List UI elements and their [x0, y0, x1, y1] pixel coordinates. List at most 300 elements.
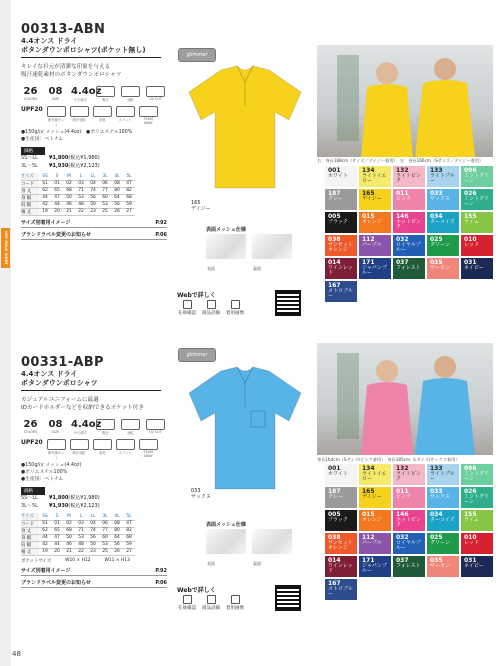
size-header-cell: 3L — [99, 513, 111, 520]
size-cell: 48 — [75, 541, 87, 548]
spec-note — [121, 86, 140, 102]
price-row — [21, 503, 171, 511]
web-icon — [183, 300, 192, 309]
color-swatch[interactable] — [325, 235, 357, 256]
material-line: ●150g/㎡ メッシュ(4.4oz) ●ポリエステル100% — [21, 130, 133, 135]
color-swatch[interactable] — [393, 510, 425, 531]
color-number: 014 — [328, 557, 341, 564]
color-name: ミントグリーン — [464, 195, 489, 207]
color-swatch[interactable] — [359, 189, 391, 210]
price-value: ¥1,930 — [49, 162, 69, 169]
size-cell: 68 — [63, 187, 75, 194]
color-number: 165 — [362, 488, 375, 495]
size-header-cell: S — [51, 513, 63, 520]
size-cell: 80 — [111, 187, 123, 194]
color-name: オレンジ — [362, 516, 382, 523]
size-cell: 56 — [87, 194, 99, 201]
color-swatch[interactable] — [325, 189, 357, 210]
mesh-swatch — [206, 529, 246, 554]
size-header-cell: M — [63, 513, 75, 520]
size-header-cell: 5L — [123, 513, 135, 520]
size-cell: 26 — [111, 548, 123, 555]
size-cell: 44 — [51, 201, 63, 208]
size-cell: 47 — [51, 534, 63, 541]
price-tax: (税込¥1,980) — [68, 155, 100, 161]
size-cell: 65 — [51, 527, 63, 534]
page-number: 48 — [12, 650, 21, 658]
reference-link[interactable] — [21, 567, 167, 576]
size-cell: 20 — [51, 208, 63, 215]
color-swatch[interactable] — [461, 556, 493, 577]
color-swatch[interactable] — [359, 258, 391, 279]
color-swatch[interactable] — [359, 235, 391, 256]
size-cell: 42 — [39, 541, 51, 548]
color-name: グレー — [328, 195, 344, 202]
material-line: ●生産国：ベトナム — [21, 137, 64, 142]
color-name: サンセットオレンジ — [328, 539, 353, 551]
web-icon-item[interactable] — [202, 595, 220, 611]
spec-note — [146, 419, 165, 435]
color-swatch[interactable] — [427, 533, 459, 554]
color-name: ジャパンブルー — [362, 562, 387, 574]
spec-value: 26 — [23, 419, 38, 430]
color-swatch[interactable] — [359, 487, 391, 508]
size-cell: 68 — [123, 194, 135, 201]
mesh-title: 表面メッシュ仕様 — [206, 522, 246, 528]
size-header-cell: 4L — [111, 513, 123, 520]
size-cell: 23 — [87, 208, 99, 215]
feature-icon — [139, 439, 158, 450]
reference-link-label: ブランドラベル変更のお知らせ — [21, 579, 91, 586]
web-icon — [231, 595, 240, 604]
size-cell: 53 — [99, 541, 111, 548]
main-color-name: デイジー — [191, 206, 211, 212]
color-swatch[interactable] — [359, 212, 391, 233]
color-name: ホワイト — [328, 470, 348, 477]
color-number: 001 — [328, 465, 341, 472]
color-name: ピンク — [396, 195, 411, 202]
web-icon-label: 着用画像 — [226, 311, 244, 316]
color-swatch[interactable] — [461, 166, 493, 187]
color-name: パープル — [362, 241, 382, 248]
size-header-cell: 3L — [99, 173, 111, 180]
product-info-column — [21, 355, 171, 588]
size-cell: 22 — [75, 548, 87, 555]
size-table — [21, 173, 135, 216]
color-name: パープル — [362, 539, 382, 546]
color-number: 015 — [362, 213, 375, 220]
size-cell: 74 — [87, 187, 99, 194]
title-divider — [21, 57, 161, 58]
color-swatch[interactable] — [393, 464, 425, 485]
size-cell: 06 — [99, 180, 111, 187]
color-swatch[interactable] — [359, 510, 391, 531]
function-icon — [121, 419, 140, 430]
side-index-label — [1, 404, 10, 444]
product-shirt-image — [181, 62, 309, 192]
size-cell: 68 — [123, 534, 135, 541]
size-table-header — [21, 513, 135, 520]
color-number: 132 — [396, 167, 409, 174]
spec-note-label: 吸汗 — [102, 98, 109, 102]
size-table-row — [21, 527, 135, 534]
brand-logo: glimmer — [178, 48, 216, 62]
side-index-label — [1, 52, 10, 92]
color-swatch[interactable] — [427, 487, 459, 508]
size-table-row — [21, 187, 135, 194]
web-icon-label: 商品詳細 — [202, 606, 220, 611]
size-table — [21, 513, 135, 556]
main-color-caption — [191, 200, 211, 212]
color-name: レッド — [464, 241, 479, 248]
color-number: 033 — [430, 488, 443, 495]
size-cell: 80 — [111, 527, 123, 534]
size-cell: 64 — [111, 534, 123, 541]
color-name: ライトブルー — [430, 172, 455, 184]
size-header-cell: SS — [39, 173, 51, 180]
size-cell: 03 — [75, 180, 87, 187]
spec-item — [21, 86, 40, 102]
reference-link[interactable] — [21, 231, 167, 240]
color-number: 032 — [396, 534, 409, 541]
color-swatch[interactable] — [325, 166, 357, 187]
size-cell: コード — [21, 180, 39, 187]
color-swatch[interactable] — [393, 166, 425, 187]
color-swatch[interactable] — [461, 464, 493, 485]
size-cell: 50 — [87, 201, 99, 208]
color-swatch[interactable] — [325, 510, 357, 531]
web-icon-item[interactable] — [178, 300, 196, 316]
catch-copy: 吸汗速乾素材のボタンダウンポロシャツ — [21, 72, 122, 78]
size-header-cell: LL — [87, 173, 99, 180]
color-swatch-grid — [325, 166, 493, 302]
size-header-cell: L — [75, 513, 87, 520]
feature-label: 消臭 — [98, 118, 106, 122]
color-swatch[interactable] — [325, 487, 357, 508]
color-swatch[interactable] — [427, 166, 459, 187]
color-swatch[interactable] — [325, 533, 357, 554]
color-number: 096 — [464, 167, 477, 174]
color-name: ワインレッド — [328, 562, 353, 574]
size-cell: 46 — [63, 541, 75, 548]
side-index-label — [1, 580, 10, 620]
feature-label: 紫外線カット — [47, 451, 65, 460]
size-cell: 02 — [63, 180, 75, 187]
color-name: ライトイエロー — [362, 172, 387, 184]
size-cell: 06 — [99, 520, 111, 527]
main-color-name: サックス — [191, 494, 211, 500]
feature-label: TEAM AWAY — [143, 450, 153, 458]
feature-label: TEAM AWAY — [143, 117, 153, 125]
main-color-number: 165 — [191, 200, 201, 206]
product-section — [21, 0, 493, 333]
spec-label: COLORS — [23, 97, 38, 101]
spec-note-label: 吸汗 — [102, 431, 109, 435]
color-swatch[interactable] — [393, 556, 425, 577]
color-number: 031 — [464, 557, 477, 564]
size-cell: 42 — [39, 201, 51, 208]
color-number: 171 — [362, 557, 375, 564]
spec-item — [46, 86, 65, 102]
color-swatch[interactable] — [427, 556, 459, 577]
color-swatch[interactable] — [359, 556, 391, 577]
color-number: 187 — [328, 488, 341, 495]
feature-icon — [116, 106, 135, 117]
size-cell: 身 幅 — [21, 194, 39, 201]
feature-icon-item — [93, 439, 112, 460]
size-cell: 82 — [123, 527, 135, 534]
reference-link[interactable] — [21, 219, 167, 228]
size-cell: 50 — [87, 541, 99, 548]
color-swatch[interactable] — [393, 487, 425, 508]
side-index-label — [1, 536, 10, 576]
price-value: ¥1,930 — [49, 502, 69, 509]
size-cell: 62 — [39, 527, 51, 534]
size-cell: 21 — [63, 208, 75, 215]
size-cell: 53 — [99, 201, 111, 208]
size-table-row — [21, 541, 135, 548]
feature-icon — [93, 439, 112, 450]
color-name: ミントグリーン — [464, 470, 489, 482]
size-cell: 21 — [63, 548, 75, 555]
size-cell: 03 — [75, 520, 87, 527]
color-number: 005 — [328, 213, 341, 220]
spec-item — [71, 419, 102, 435]
feature-label: 紫外線カット — [47, 118, 65, 127]
reference-link[interactable] — [21, 579, 167, 588]
color-number: 146 — [396, 511, 409, 518]
spec-value: 08 — [48, 86, 63, 97]
product-subtitle-name: ボタンダウンポロシャツ(ポケット無し) — [21, 46, 146, 54]
product-info-column — [21, 22, 171, 240]
color-swatch[interactable] — [461, 533, 493, 554]
color-number: 038 — [328, 534, 341, 541]
model-photo — [317, 45, 493, 157]
color-swatch-grid — [325, 464, 493, 600]
color-number: 165 — [362, 190, 375, 197]
color-number: 011 — [396, 488, 409, 495]
feature-label: 吸汗速乾 — [72, 118, 86, 122]
side-index-label — [1, 140, 10, 180]
size-table-row — [21, 194, 135, 201]
spec-row — [21, 86, 171, 102]
size-cell: 23 — [87, 548, 99, 555]
color-swatch[interactable] — [461, 487, 493, 508]
color-swatch[interactable] — [359, 166, 391, 187]
feature-icon — [47, 106, 66, 117]
color-number: 035 — [430, 557, 443, 564]
function-icon — [96, 419, 115, 430]
size-cell: 64 — [111, 194, 123, 201]
spec-row — [21, 419, 171, 435]
web-icon-item[interactable] — [202, 300, 220, 316]
price-row — [21, 163, 171, 171]
spec-item — [71, 86, 102, 102]
size-header-cell: LL — [87, 513, 99, 520]
feature-label: スリット — [118, 451, 132, 455]
color-number: 187 — [328, 190, 341, 197]
material-line: ●150g/㎡ メッシュ(4.4oz) — [21, 463, 82, 468]
size-table-row — [21, 201, 135, 208]
color-number: 032 — [396, 236, 409, 243]
color-swatch[interactable] — [427, 464, 459, 485]
color-name: ホットピンク — [396, 516, 422, 528]
web-icon-item[interactable] — [178, 595, 196, 611]
color-swatch[interactable] — [461, 189, 493, 210]
side-index-label — [1, 272, 10, 312]
size-cell: 20 — [51, 548, 63, 555]
color-swatch[interactable] — [393, 533, 425, 554]
size-header-cell: サイズ — [21, 513, 39, 520]
color-name: ホワイト — [328, 172, 348, 179]
color-swatch[interactable] — [393, 189, 425, 210]
color-number: 011 — [396, 190, 409, 197]
material-bullets — [21, 129, 171, 143]
color-number: 096 — [464, 465, 477, 472]
product-subtitle-weight: 4.4オンス ドライ — [21, 370, 78, 378]
color-number: 010 — [464, 236, 477, 243]
size-cell: 02 — [63, 520, 75, 527]
color-swatch[interactable] — [325, 258, 357, 279]
upf-badge: UPF20 — [21, 106, 43, 113]
mesh-swatch — [252, 529, 292, 554]
function-icon — [121, 86, 140, 97]
size-header-cell: サイズ — [21, 173, 39, 180]
model-photo — [317, 343, 493, 455]
spec-label: COLORS — [23, 430, 38, 434]
web-link-title[interactable]: Webで詳しく — [177, 292, 216, 299]
color-swatch[interactable] — [461, 235, 493, 256]
spec-value: 08 — [48, 419, 63, 430]
color-swatch[interactable] — [427, 510, 459, 531]
web-icon — [183, 595, 192, 604]
size-cell: 56 — [111, 201, 123, 208]
size-header-cell: SS — [39, 513, 51, 520]
spec-label: SIZE — [51, 430, 60, 434]
color-number: 167 — [328, 282, 341, 289]
color-name: サックス — [430, 195, 450, 202]
color-name: サンセットオレンジ — [328, 241, 353, 253]
size-cell: 身 幅 — [21, 534, 39, 541]
color-name: サックス — [430, 493, 450, 500]
web-icons — [178, 595, 244, 611]
side-index-label — [1, 360, 10, 400]
feature-icon-item — [116, 439, 135, 460]
color-name: ターコイズ — [430, 218, 455, 225]
upf-badge: UPF20 — [21, 439, 43, 446]
color-swatch[interactable] — [393, 235, 425, 256]
feature-icon — [70, 439, 89, 450]
color-number: 015 — [362, 511, 375, 518]
size-cell: 25 — [99, 548, 111, 555]
color-number: 155 — [464, 213, 477, 220]
color-name: ワインレッド — [328, 264, 353, 276]
main-color-number: 033 — [191, 488, 201, 494]
color-swatch[interactable] — [325, 556, 357, 577]
color-swatch[interactable] — [427, 212, 459, 233]
spec-note-label: 速乾 — [127, 431, 134, 435]
web-icon-item[interactable] — [226, 300, 244, 316]
color-number: 025 — [430, 534, 443, 541]
mesh-caption: 裏面 — [253, 266, 261, 271]
side-index-label: DRY POLO SHIRT — [1, 228, 10, 268]
spec-value: 26 — [23, 86, 38, 97]
web-icon — [231, 300, 240, 309]
web-icon-label: 商品詳細 — [202, 311, 220, 316]
size-cell: 47 — [51, 194, 63, 201]
color-swatch[interactable] — [325, 579, 357, 600]
size-cell: 44 — [51, 541, 63, 548]
mesh-title: 表面メッシュ仕様 — [206, 227, 246, 233]
size-cell: 59 — [123, 201, 135, 208]
price-size-range: SS～LL — [21, 155, 38, 161]
price-size-range: 3L～5L — [21, 162, 38, 169]
color-swatch[interactable] — [427, 189, 459, 210]
spec-note — [146, 86, 165, 102]
web-icon — [207, 595, 216, 604]
color-name: メトロブルー — [328, 585, 353, 597]
color-swatch[interactable] — [359, 464, 391, 485]
price-heading: 価格 — [21, 147, 45, 155]
color-swatch[interactable] — [461, 258, 493, 279]
color-name: ロイヤルブルー — [396, 539, 421, 551]
color-swatch[interactable] — [427, 258, 459, 279]
spec-note-label: 速乾 — [127, 98, 134, 102]
web-icon-label: 着用画像 — [226, 606, 244, 611]
side-index-label — [1, 316, 10, 356]
mesh-caption: 裏面 — [253, 561, 261, 566]
color-swatch[interactable] — [393, 212, 425, 233]
size-cell: 身 丈 — [21, 187, 39, 194]
color-swatch[interactable] — [325, 212, 357, 233]
web-icon-item[interactable] — [226, 595, 244, 611]
color-number: 133 — [430, 465, 443, 472]
color-name: メトロブルー — [328, 287, 353, 299]
color-name: フォレスト — [396, 264, 421, 271]
color-swatch[interactable] — [461, 510, 493, 531]
side-index-label — [1, 492, 10, 532]
color-number: 171 — [362, 259, 375, 266]
reference-link-label: サイズ別着用イメージ — [21, 219, 71, 226]
web-link-title[interactable]: Webで詳しく — [177, 587, 216, 594]
color-swatch[interactable] — [461, 212, 493, 233]
material-line: ●ポリエステル100% — [21, 470, 68, 475]
feature-icons-row — [21, 106, 171, 127]
size-cell: 46 — [63, 201, 75, 208]
web-icon-label: 在庫確認 — [178, 606, 196, 611]
main-color-caption — [191, 488, 211, 500]
size-cell: 77 — [99, 187, 111, 194]
catch-copy: キレイな衿元が清潔な印象を与える — [21, 64, 111, 70]
size-cell: 68 — [63, 527, 75, 534]
size-cell: 62 — [39, 187, 51, 194]
reference-link-page: P.06 — [155, 231, 167, 238]
color-swatch[interactable] — [359, 533, 391, 554]
size-cell: 01 — [51, 180, 63, 187]
feature-icon-item — [47, 439, 66, 460]
color-name: サーモン — [430, 264, 451, 271]
pocket-size-value: W11 × H13 — [104, 557, 130, 563]
color-swatch[interactable] — [325, 464, 357, 485]
size-header-cell: M — [63, 173, 75, 180]
color-swatch[interactable] — [427, 235, 459, 256]
color-swatch[interactable] — [393, 258, 425, 279]
size-cell: 27 — [123, 208, 135, 215]
product-code: 00313-ABN — [21, 22, 106, 37]
size-cell: 4T — [123, 180, 135, 187]
color-swatch[interactable] — [325, 281, 357, 302]
size-cell: 肩 幅 — [21, 541, 39, 548]
